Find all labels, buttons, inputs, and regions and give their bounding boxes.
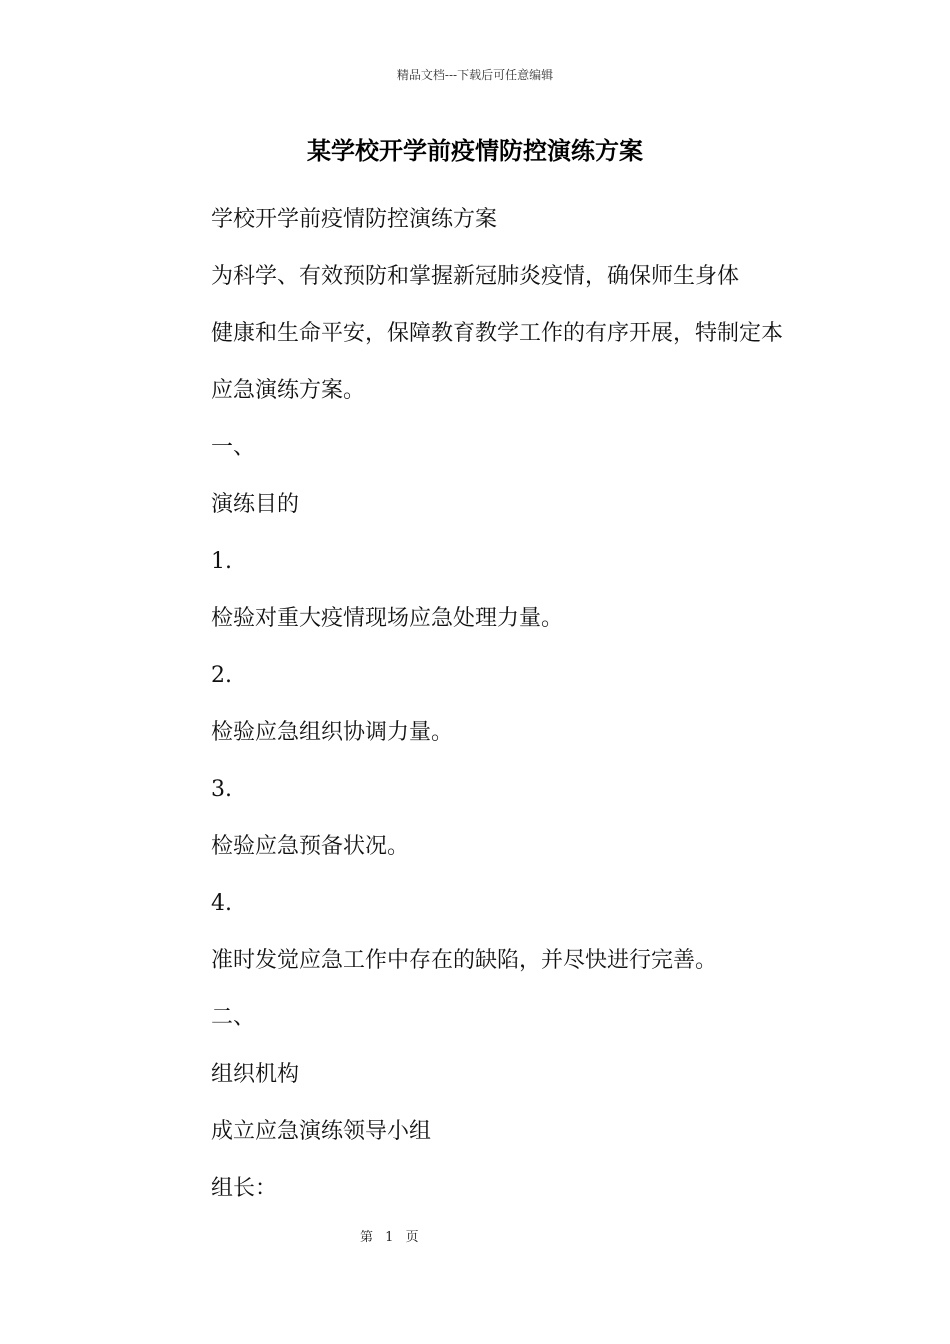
page-footer bbox=[360, 1229, 419, 1247]
section-number-1: 一、 bbox=[211, 435, 256, 460]
section-number-2: 二、 bbox=[211, 1005, 256, 1030]
list-number-1: 1. bbox=[211, 549, 232, 574]
page-footer-prefix: 第 bbox=[360, 1230, 374, 1245]
list-number-4: 4. bbox=[211, 891, 232, 916]
list-number-2: 2. bbox=[211, 663, 232, 688]
page-number: 1 bbox=[385, 1230, 394, 1245]
list-item-4: 准时发觉应急工作中存在的缺陷，并尽快进行完善。 bbox=[211, 948, 718, 973]
document-title: 某学校开学前疫情防控演练方案 bbox=[307, 136, 643, 165]
body-line-subtitle: 学校开学前疫情防控演练方案 bbox=[211, 207, 498, 232]
page-footer-suffix: 页 bbox=[405, 1230, 419, 1245]
list-item-2: 检验应急组织协调力量。 bbox=[211, 720, 454, 745]
body-line-leadership-group: 成立应急演练领导小组 bbox=[211, 1119, 432, 1144]
body-line-group-leader: 组长： bbox=[211, 1176, 278, 1201]
body-line-intro-2: 健康和生命平安，保障教育教学工作的有序开展，特制定本 bbox=[211, 321, 784, 346]
list-number-3: 3. bbox=[211, 777, 232, 802]
section-heading-organization: 组织机构 bbox=[211, 1062, 300, 1087]
section-heading-purpose: 演练目的 bbox=[211, 492, 300, 517]
body-line-intro-1: 为科学、有效预防和掌握新冠肺炎疫情，确保师生身体 bbox=[211, 264, 740, 289]
list-item-3: 检验应急预备状况。 bbox=[211, 834, 410, 859]
body-line-intro-3: 应急演练方案。 bbox=[211, 378, 366, 403]
page-header: 精品文档---下载后可任意编辑 bbox=[396, 68, 554, 82]
list-item-1: 检验对重大疫情现场应急处理力量。 bbox=[211, 606, 564, 631]
